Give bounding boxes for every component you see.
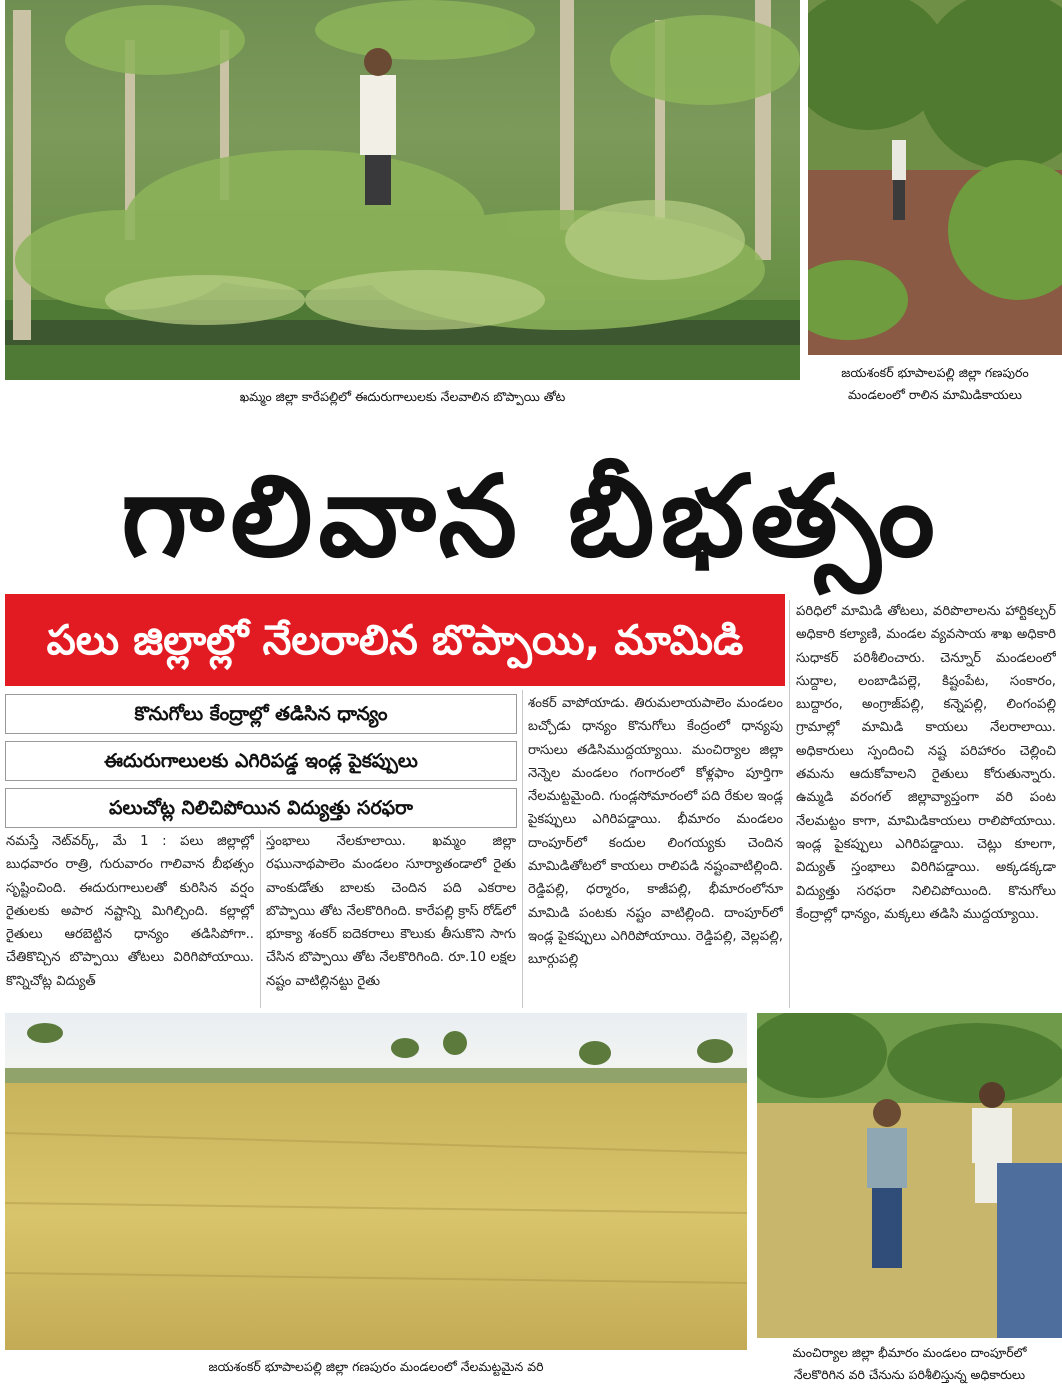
mango-caption-line-1: జయశంకర్ భూపాలపల్లి జిల్లా గణపురం [841, 365, 1029, 380]
mango-photo-caption [808, 362, 1062, 406]
main-headline: గాలివాన బీభత్సం [121, 452, 941, 582]
officials-photo-caption [757, 1342, 1062, 1386]
officials-inspection-photo [757, 1013, 1062, 1338]
red-banner-subheadline: పలు జిల్లాల్లో నేలరాలిన బొప్పాయి, మామిడి [5, 594, 785, 686]
article-column-1 [6, 830, 254, 1008]
papaya-photo-caption: ఖమ్మం జిల్లా కారేపల్లిలో ఈదురుగాలులకు నేలవాలిన బొప్పాయి తోట [239, 389, 566, 404]
article-column-2 [266, 830, 516, 1008]
column-3-text: శంకర్‌ వాపోయాడు. తిరుమలాయపాలెం మండలం బచ్చోడు ధాన్యం కొనుగోలు కేంద్రంలో ధాన్యపు రాసులు తడిసిముద్దయ్యాయి. మంచిర్యాల జిల్లా నెన్నెల మండలం గంగారంలో కోళ్లఫాం పూర్తిగా నేలమట్టమైంది. గుండ్లసోమారంలో పది రేకుల ఇండ్ల పైకప్పులు ఎగిరిపడ్డాయి. భీమారం మండలం దాంపూర్‌లో కందుల లింగయ్యకు చెందిన మామిడితోటలో కాయలు రాలిపడి నష్టంవాటిల్లింది. రెడ్డిపల్లి, ధర్మారం, కాజీపల్లి, భీమారంలోనూ మామిడి పంటకు నష్టం వాటిల్లింది. దాంపూర్‌లో ఇండ్ల పైకప్పులు ఎగిరిపోయాయి. రెడ్డిపల్లి, వెల్లపల్లి, బూర్గుపల్లి [528, 696, 783, 968]
subhead-roofs-blown: ఈదురుగాలులకు ఎగిరిపడ్డ ఇండ్ల పైకప్పులు [5, 741, 517, 781]
paddy-field-photo [5, 1013, 747, 1350]
article-column-4 [796, 600, 1056, 1008]
mango-grove-photo [808, 0, 1062, 355]
officials-caption-line-1: మంచిర్యాల జిల్లా భీమారం మండలం దాంపూర్‌లో [792, 1345, 1027, 1360]
column-rule [522, 690, 523, 1008]
column-rule [789, 600, 790, 1008]
article-column-3 [528, 692, 783, 1008]
column-1-text: నమస్తే నెట్‌వర్క్‌, మే 1 : పలు జిల్లాల్లో బుధవారం రాత్రి, గురువారం గాలివాన బీభత్సం సృష్టించింది. ఈదురుగాలులతో కురిసిన వర్షం రైతులకు అపార నష్టాన్ని మిగిల్చింది. కల్లాల్లో రైతులు ఆరబెట్టిన ధాన్యం తడిసిపోగా.. చేతికొచ్చిన బొప్పాయి తోటలు విరిగిపోయాయి. కొన్నిచోట్ల విద్యుత్‌ [6, 834, 254, 989]
mango-caption-line-2: మండలంలో రాలిన మామిడికాయలు [848, 387, 1022, 402]
subhead-grain-soaked: కొనుగోలు కేంద్రాల్లో తడిసిన ధాన్యం [5, 694, 517, 734]
officials-caption-line-2: నేలకొరిగిన వరి చేనును పరిశీలిస్తున్న అధికారులు [793, 1367, 1026, 1382]
column-4-text: పరిధిలో మామిడి తోటలు, వరిపొలాలను హార్టికల్చర్‌ అధికారి కల్యాణి, మండల వ్యవసాయ శాఖ అధికారి సుధాకర్‌ పరిశీలించారు. చెన్నూర్‌ మండలంలో సుద్దాల, లంబాడిపల్లె, కిష్టంపేట, సంకారం, బుద్దారం, అంగ్రాజ్‌పల్లి, కన్నెపల్లి, లింగంపల్లి గ్రామాల్లో మామిడి కాయలు నేలరాలాయి. అధికారులు స్పందించి నష్ట పరిహారం చెల్లించి తమను ఆదుకోవాలని రైతులు కోరుతున్నారు. ఉమ్మడి వరంగల్‌ జిల్లావ్యాప్తంగా వరి పంట నేలమట్టం కాగా, మామిడికాయలు రాలిపోయాయి. ఇండ్ల పైకప్పులు ఎగిరిపడ్డాయి. చెట్లు కూలగా, విద్యుత్‌ స్తంభాలు విరిగిపడ్డాయి. అక్కడక్కడా విద్యుత్తు సరఫరా నిలిచిపోయింది. కొనుగోలు కేంద్రాల్లో ధాన్యం, మక్కలు తడిసి ముద్దయ్యాయి. [796, 604, 1056, 922]
papaya-orchard-photo [5, 0, 800, 380]
column-2-text: స్తంభాలు నేలకూలాయి. ఖమ్మం జిల్లా రఘునాథపాలెం మండలం సూర్యాతండాలో రైతు వాంకుడోతు బాలకు చెందిన పది ఎకరాల బొప్పాయి తోట నేలకొరిగింది. కారేపల్లి క్రాస్‌ రోడ్‌లో భూక్యా శంకర్‌ ఐదెకరాలు కౌలుకు తీసుకొని సాగు చేసిన బొప్పాయి తోట నేలకొరిగింది. రూ.10 లక్షల నష్టం వాటిల్లినట్టు రైతు [266, 834, 516, 989]
column-rule [260, 830, 261, 1008]
paddy-photo-caption: జయశంకర్ భూపాలపల్లి జిల్లా గణపురం మండలంలో నేలమట్టమైన వరి [208, 1359, 544, 1374]
subhead-power-disrupted: పలుచోట్ల నిలిచిపోయిన విద్యుత్తు సరఫరా [5, 788, 517, 828]
